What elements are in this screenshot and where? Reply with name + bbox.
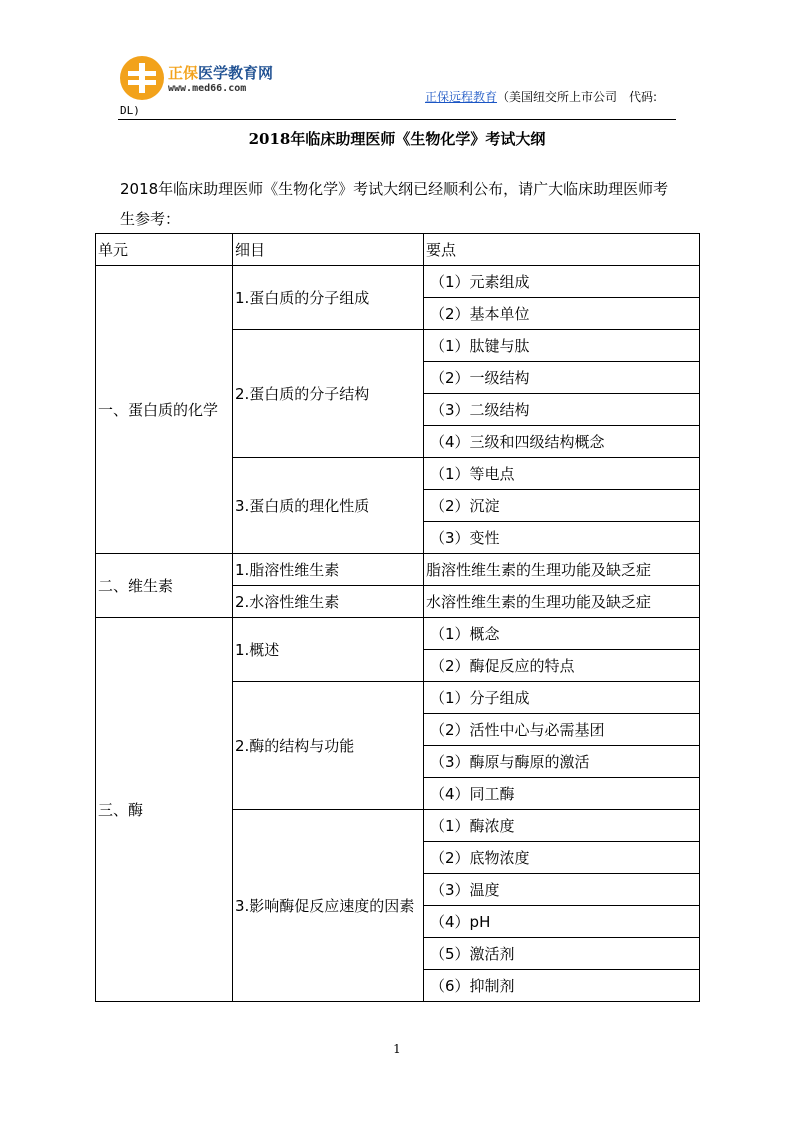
item-cell: 1.脂溶性维生素 — [233, 554, 424, 586]
unit-cell: 三、酶 — [96, 618, 233, 1002]
page-title: 2018年临床助理医师《生物化学》考试大纲 — [248, 130, 546, 148]
intro-paragraph: 2018年临床助理医师《生物化学》考试大纲已经顺利公布，请广大临床助理医师考生参考： — [120, 180, 669, 228]
point-cell: （4）pH — [424, 906, 700, 938]
point-cell: （1）等电点 — [424, 458, 700, 490]
point-cell: （1）酶浓度 — [424, 810, 700, 842]
header-point: 要点 — [424, 234, 700, 266]
point-cell: （5）激活剂 — [424, 938, 700, 970]
table-row — [96, 266, 700, 298]
logo-cross-icon — [120, 56, 164, 100]
point-cell: （6）抑制剂 — [424, 970, 700, 1002]
item-cell: 2.蛋白质的分子结构 — [233, 330, 424, 458]
point-cell: （2）一级结构 — [424, 362, 700, 394]
point-cell: 水溶性维生素的生理功能及缺乏症 — [424, 586, 700, 618]
point-cell: （3）温度 — [424, 874, 700, 906]
table-header-row — [96, 234, 700, 266]
item-cell: 1.概述 — [233, 618, 424, 682]
point-cell: （3）变性 — [424, 522, 700, 554]
syllabus-table — [95, 233, 700, 1002]
header-divider — [118, 119, 676, 120]
point-cell: （3）酶原与酶原的激活 — [424, 746, 700, 778]
logo-url: www.med66.com — [168, 83, 247, 94]
item-cell: 2.酶的结构与功能 — [233, 682, 424, 810]
point-cell: （1）肽键与肽 — [424, 330, 700, 362]
header-company — [425, 88, 657, 105]
logo-brand-orange: 正保 — [168, 64, 199, 82]
point-cell: （2）沉淀 — [424, 490, 700, 522]
item-cell: 1.蛋白质的分子组成 — [233, 266, 424, 330]
header-unit: 单元 — [96, 234, 233, 266]
table-row — [96, 618, 700, 650]
unit-cell: 一、蛋白质的化学 — [96, 266, 233, 554]
company-text: （美国纽交所上市公司 代码: — [497, 90, 658, 104]
point-cell: （4）三级和四级结构概念 — [424, 426, 700, 458]
header-code: DL) — [120, 104, 140, 117]
item-cell: 3.影响酶促反应速度的因素 — [233, 810, 424, 1002]
page-number: 1 — [393, 1042, 401, 1056]
header-item: 细目 — [233, 234, 424, 266]
point-cell: （2）底物浓度 — [424, 842, 700, 874]
item-cell: 2.水溶性维生素 — [233, 586, 424, 618]
company-link[interactable]: 正保远程教育 — [425, 90, 498, 104]
unit-cell: 二、维生素 — [96, 554, 233, 618]
table-row — [96, 554, 700, 586]
logo-brand-blue: 医学教育网 — [198, 64, 274, 82]
point-cell: （1）元素组成 — [424, 266, 700, 298]
logo-brand — [168, 62, 273, 83]
point-cell: （2）活性中心与必需基团 — [424, 714, 700, 746]
point-cell: 脂溶性维生素的生理功能及缺乏症 — [424, 554, 700, 586]
point-cell: （1）概念 — [424, 618, 700, 650]
point-cell: （2）基本单位 — [424, 298, 700, 330]
logo — [120, 56, 290, 104]
point-cell: （1）分子组成 — [424, 682, 700, 714]
point-cell: （4）同工酶 — [424, 778, 700, 810]
item-cell: 3.蛋白质的理化性质 — [233, 458, 424, 554]
point-cell: （3）二级结构 — [424, 394, 700, 426]
point-cell: （2）酶促反应的特点 — [424, 650, 700, 682]
